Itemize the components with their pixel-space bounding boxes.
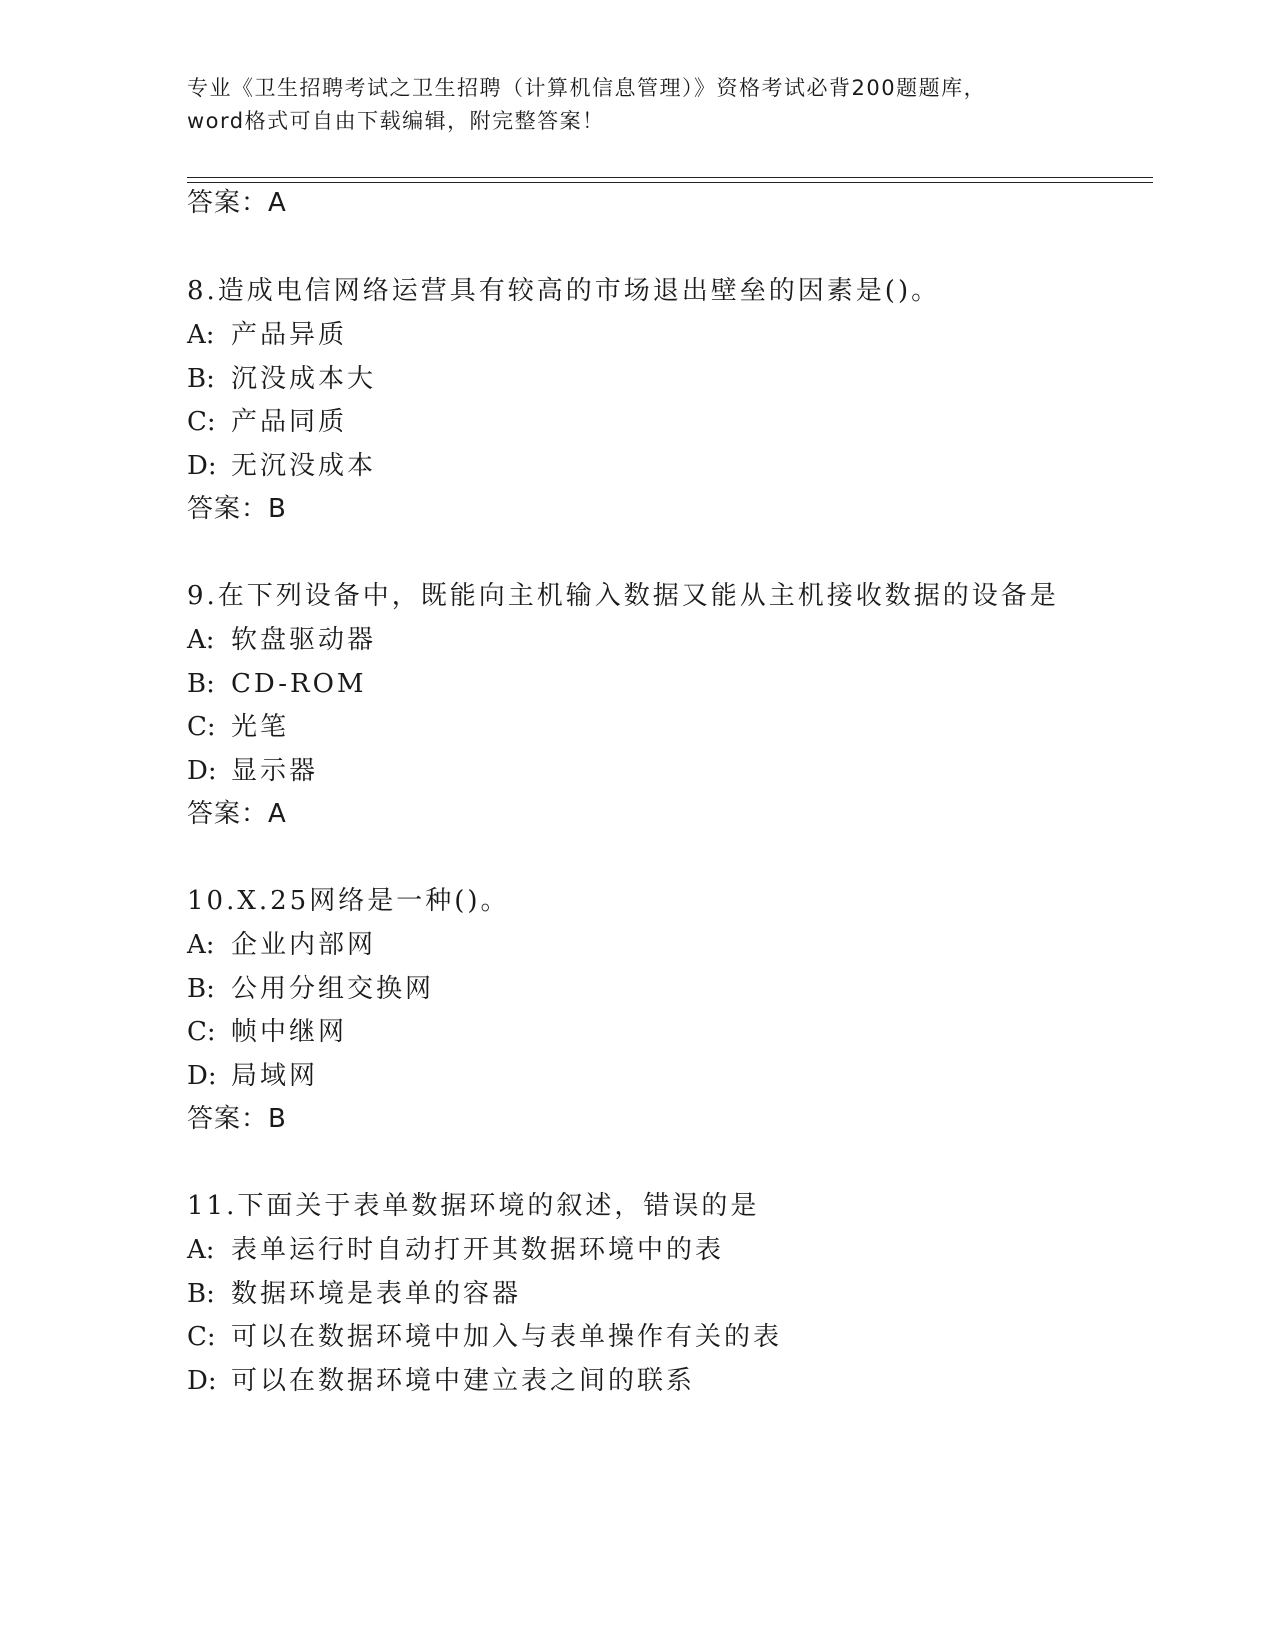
option-a [187, 318, 347, 352]
option-d [187, 754, 318, 788]
option-key: A: [187, 625, 215, 655]
option-text: 表单运行时自动打开其数据环境中的表 [231, 1235, 725, 1265]
option-text: 软盘驱动器 [231, 625, 377, 655]
option-key: B: [187, 669, 215, 699]
question-stem: 8.造成电信网络运营具有较高的市场退出壁垒的因素是()。 [187, 276, 941, 306]
option-text: 数据环境是表单的容器 [231, 1279, 522, 1309]
option-text: 可以在数据环境中加入与表单操作有关的表 [231, 1322, 783, 1352]
option-key: A: [187, 1235, 215, 1265]
option-key: D: [187, 756, 217, 786]
option-text: 沉没成本大 [231, 364, 377, 394]
option-c [187, 1320, 782, 1354]
option-key: D: [187, 1061, 217, 1091]
header-divider-bottom [187, 182, 1153, 183]
option-text: 帧中继网 [231, 1017, 348, 1047]
option-a [187, 623, 376, 657]
option-b [187, 362, 376, 396]
option-key: A: [187, 930, 215, 960]
option-b [187, 667, 367, 701]
question-stem: 11.下面关于表单数据环境的叙述，错误的是 [187, 1191, 760, 1221]
header-line-2: word格式可自由下载编辑，附完整答案！ [187, 109, 605, 133]
option-key: C: [187, 1322, 216, 1352]
option-d [187, 449, 376, 483]
option-c [187, 405, 347, 439]
option-text: 显示器 [231, 756, 319, 786]
answer-line: 答案：A [187, 799, 287, 829]
answer-line: 答案：B [187, 1104, 287, 1134]
header-line-1: 专业《卫生招聘考试之卫生招聘（计算机信息管理）》资格考试必背200题题库， [187, 76, 987, 100]
option-key: A: [187, 320, 215, 350]
option-key: C: [187, 1017, 216, 1047]
option-text: 可以在数据环境中建立表之间的联系 [231, 1366, 696, 1396]
question-stem: 10.X.25网络是一种()。 [187, 886, 510, 916]
option-key: B: [187, 974, 215, 1004]
option-d [187, 1364, 695, 1398]
option-text: 产品异质 [231, 320, 348, 350]
option-c [187, 1015, 347, 1049]
option-key: C: [187, 712, 216, 742]
document-header [187, 72, 1087, 138]
header-divider-top [187, 177, 1153, 178]
option-key: D: [187, 451, 217, 481]
option-b [187, 972, 434, 1006]
option-a [187, 928, 376, 962]
question-stem: 9.在下列设备中，既能向主机输入数据又能从主机接收数据的设备是 [187, 581, 1059, 611]
answer-line: 答案：B [187, 494, 287, 524]
option-b [187, 1277, 521, 1311]
option-a [187, 1233, 724, 1267]
option-key: C: [187, 407, 216, 437]
option-text: 局域网 [231, 1061, 319, 1091]
option-text: 产品同质 [231, 407, 348, 437]
option-key: B: [187, 364, 215, 394]
option-c [187, 710, 289, 744]
option-text: 光笔 [231, 712, 290, 742]
option-key: B: [187, 1279, 215, 1309]
option-d [187, 1059, 318, 1093]
option-text: 公用分组交换网 [231, 974, 435, 1004]
answer-line: 答案：A [187, 188, 287, 218]
option-key: D: [187, 1366, 217, 1396]
option-text: 企业内部网 [231, 930, 377, 960]
option-text: CD-ROM [231, 669, 367, 699]
option-text: 无沉没成本 [231, 451, 377, 481]
